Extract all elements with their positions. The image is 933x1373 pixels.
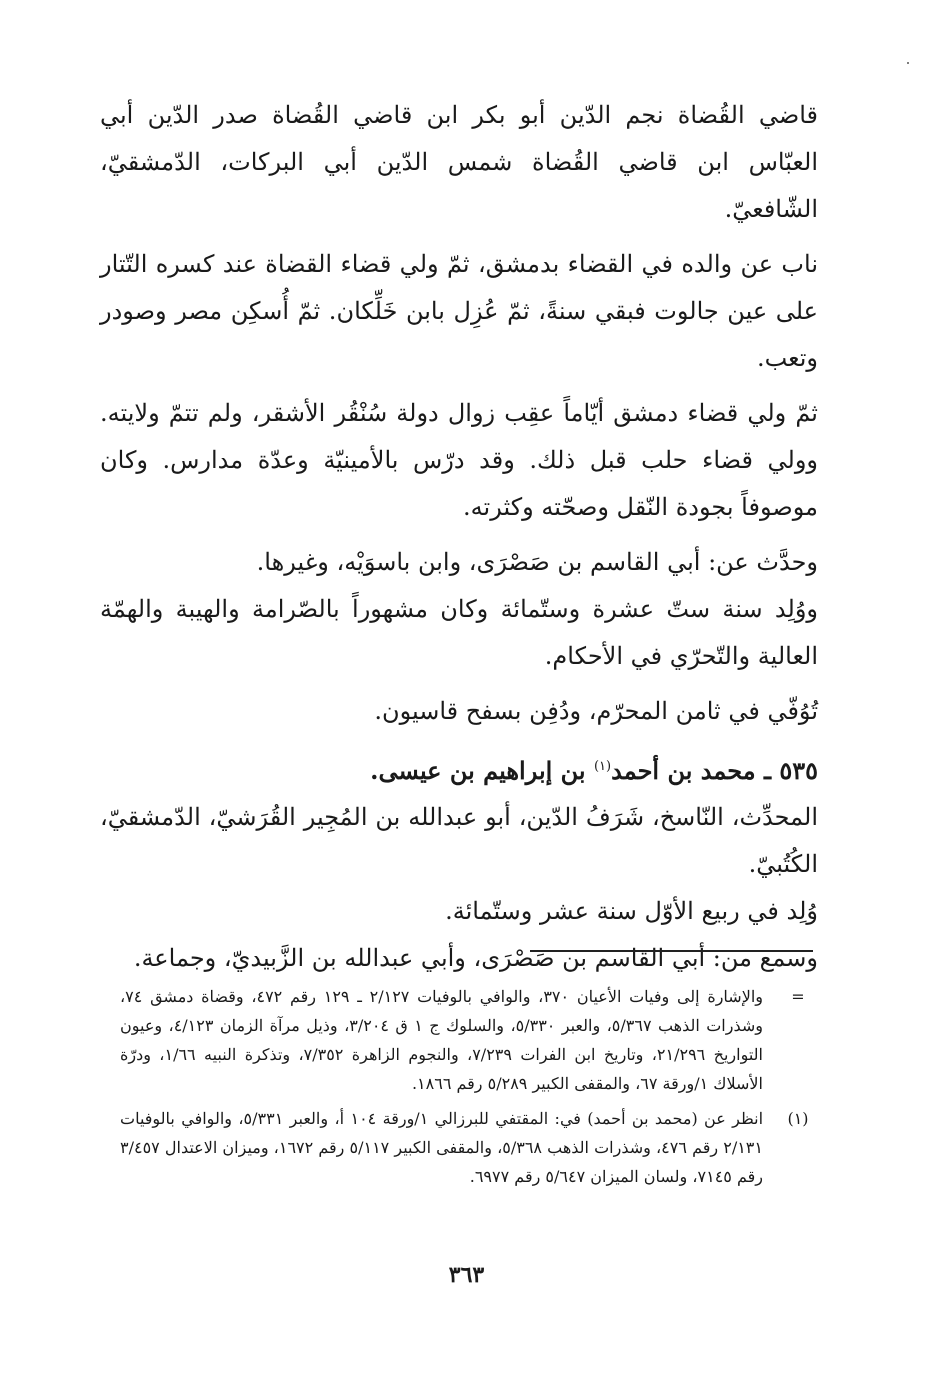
paragraph-7: المحدِّث، النّاسخ، شَرَفُ الدّين، أبو عبدالله بن المُجِير القُرَشيّ، الدّمشقيّ، الكُتُبيّ. [100,803,818,878]
paragraph-1: قاضي القُضاة نجم الدّين أبو بكر ابن قاضي القُضاة صدر الدّين أبي العبّاس ابن قاضي القُضاة شمس الدّين أبي البركات، الدّمشقيّ، الشّافعيّ. [100,101,818,223]
footnote-marker: = [791,987,805,1006]
footnotes [120,982,823,1197]
paragraph-4: وحدَّث عن: أبي القاسم بن صَصْرَى، وابن باسوَيْه، وغيرها. [256,548,818,576]
footnote-text: والإشارة إلى وفيات الأعيان ٣٧٠، والوافي بالوفيات ٢/١٢٧ ـ ١٢٩ رقم ٤٧٢، وقضاة دمشق ٧٤، وشذرات الذهب ٥/٣٦٧، والعبر ٥/٣٣٠، والسلوك ج ١ ق ٣/٢٠٤، وذيل مرآة الزمان ٤/١٢٣، وعيون التواريخ ٢١/٢٩٦، وتاريخ ابن الفرات ٧/٢٣٩، والنجوم الزاهرة ٧/٣٥٢، وتذكرة النبيه ١/٦٦، ودرّة الأسلاك ١/ورقة ٦٧، والمقفى الكبير ٥/٢٨٩ رقم ١٨٦٦. [120,987,764,1093]
footnote-marker: (١) [787,1109,809,1128]
paragraph-9: وسمع من: أبي القاسم بن صَصْرَى، وأبي عبدالله بن الزَّبيديّ، وجماعة. [133,944,818,972]
footnote-1 [120,1104,823,1191]
entry-number: ٥٣٥ ـ [763,756,818,785]
paragraph-8: وُلِد في ربيع الأوّل سنة عشر وستّمائة. [445,897,818,925]
entry-name-rest: بن إبراهيم بن عيسى. [370,756,586,785]
paragraph-3: ثمّ ولي قضاء دمشق أيّاماً عقِب زوال دولة سُنْقُر الأشقر، ولم تتمّ ولايته. وولي قضاء حلب قبل ذلك. وقد درّس بالأمينيّة وعدّة مدارس. وكان موصوفاً بجودة النّقل وصحّته وكثرته. [100,399,818,521]
page-number: ٣٦٣ [448,1262,485,1288]
footnote-continued [120,982,823,1098]
scan-speck [907,62,909,64]
main-text [100,92,818,982]
footnote-separator [530,950,813,952]
paragraph-5: ووُلِد سنة ستّ عشرة وستّمائة وكان مشهوراً بالصّرامة والهيبة والهمّة العالية والتّحرّي في الأحكام. [100,595,818,670]
entry-name: محمد بن أحمد [611,756,756,785]
paragraph-6: تُوُفّي في ثامن المحرّم، ودُفِن بسفح قاسيون. [374,697,818,725]
paragraph-2: ناب عن والده في القضاء بدمشق، ثمّ ولي قضاء القضاة عند كسره التّتار على عين جالوت فبقي سنةً، ثمّ عُزِل بابن خَلِّكان. ثمّ أُسكِن مصر وصودر وتعب. [100,250,818,372]
footnote-reference: (١) [593,759,612,774]
entry-heading [100,743,818,794]
footnote-text: انظر عن (محمد بن أحمد) في: المقتفي للبرزالي ١/ورقة ١٠٤ أ، والعبر ٥/٣٣١، والوافي بالوفيات ٢/١٣١ رقم ٤٧٦، وشذرات الذهب ٥/٣٦٨، والمقفى الكبير ٥/١١٧ رقم ١٦٧٢، وميزان الاعتدال ٣/٤٥٧ رقم ٧١٤٥، ولسان الميزان ٥/٦٤٧ رقم ٦٩٧٧. [120,1109,764,1186]
